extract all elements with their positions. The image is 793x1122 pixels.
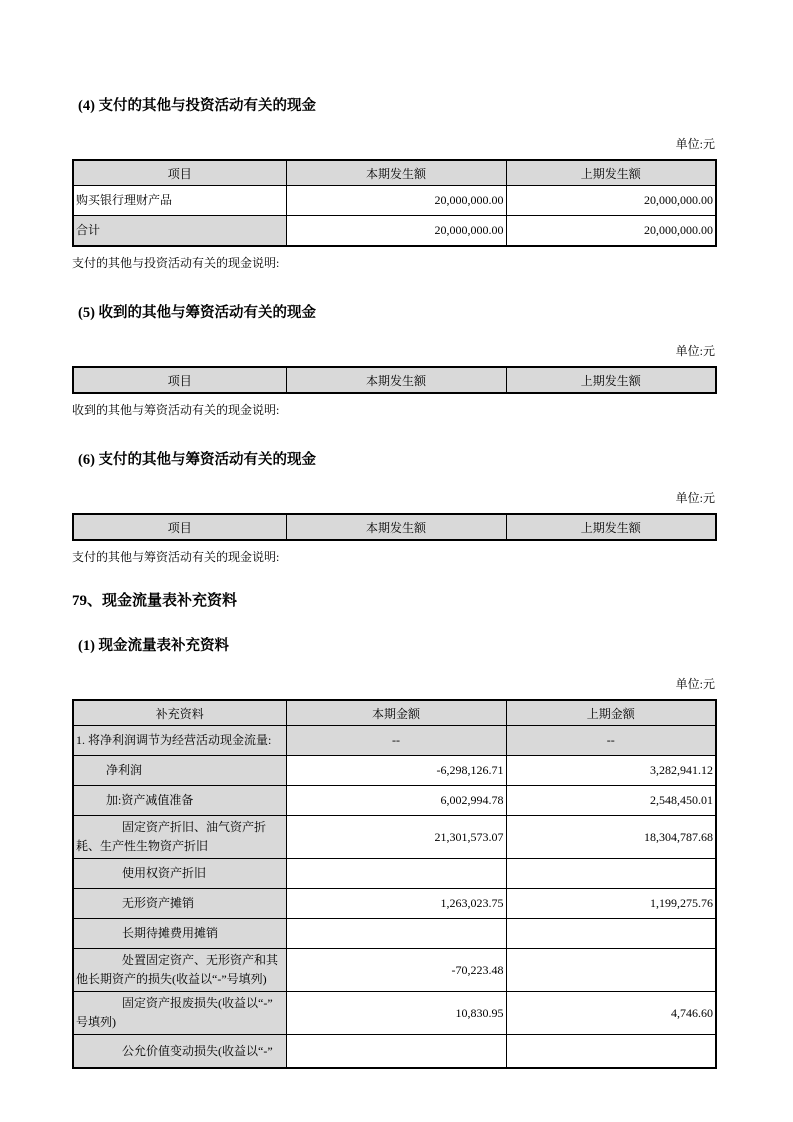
table-header-row bbox=[73, 700, 716, 726]
cash-flow-supplementary-table bbox=[72, 699, 717, 1069]
prior-amount-cell: -- bbox=[506, 726, 716, 756]
unit-label: 单位:元 bbox=[675, 677, 715, 691]
column-header-item: 项目 bbox=[73, 367, 286, 393]
column-header-supplementary-info: 补充资料 bbox=[73, 700, 286, 726]
prior-amount-cell bbox=[506, 949, 716, 992]
label-cell: 固定资产折旧、油气资产折耗、生产性生物资产折旧 bbox=[73, 816, 286, 859]
label-cell: 公允价值变动损失(收益以“-” bbox=[73, 1035, 286, 1069]
current-amount-cell: -- bbox=[286, 726, 506, 756]
label-cell: 长期待摊费用摊销 bbox=[73, 919, 286, 949]
prior-amount-cell: 20,000,000.00 bbox=[506, 186, 716, 216]
prior-amount-cell: 3,282,941.12 bbox=[506, 756, 716, 786]
current-amount-cell: 10,830.95 bbox=[286, 992, 506, 1035]
section-heading-79: 79、现金流量表补充资料 bbox=[72, 593, 238, 609]
unit-label: 单位:元 bbox=[675, 491, 715, 505]
other-investing-cash-paid-table bbox=[72, 159, 717, 247]
current-amount-cell: 20,000,000.00 bbox=[286, 186, 506, 216]
current-amount-cell: 6,002,994.78 bbox=[286, 786, 506, 816]
table-header-row bbox=[73, 514, 716, 540]
table-row bbox=[73, 949, 716, 992]
table-row bbox=[73, 186, 716, 216]
table-row bbox=[73, 889, 716, 919]
table-row bbox=[73, 786, 716, 816]
column-header-prior-period: 上期发生额 bbox=[506, 160, 716, 186]
table-row bbox=[73, 756, 716, 786]
column-header-current-period: 本期发生额 bbox=[286, 160, 506, 186]
current-amount-cell: -70,223.48 bbox=[286, 949, 506, 992]
prior-amount-cell: 2,548,450.01 bbox=[506, 786, 716, 816]
unit-label: 单位:元 bbox=[675, 344, 715, 358]
current-amount-cell bbox=[286, 919, 506, 949]
column-header-prior-period: 上期发生额 bbox=[506, 514, 716, 540]
label-cell: 合计 bbox=[73, 216, 286, 247]
current-amount-cell: 20,000,000.00 bbox=[286, 216, 506, 247]
section-heading-5: (5) 收到的其他与筹资活动有关的现金 bbox=[78, 305, 317, 321]
category-row bbox=[73, 726, 716, 756]
table-row bbox=[73, 992, 716, 1035]
section-heading-79-1: (1) 现金流量表补充资料 bbox=[78, 638, 230, 654]
section-heading-4: (4) 支付的其他与投资活动有关的现金 bbox=[78, 98, 317, 114]
table-row bbox=[73, 919, 716, 949]
section-heading-6: (6) 支付的其他与筹资活动有关的现金 bbox=[78, 452, 317, 468]
label-cell: 加:资产减值准备 bbox=[73, 786, 286, 816]
column-header-current-period: 本期发生额 bbox=[286, 514, 506, 540]
table-row bbox=[73, 816, 716, 859]
label-cell: 净利润 bbox=[73, 756, 286, 786]
section-note-5: 收到的其他与筹资活动有关的现金说明: bbox=[72, 403, 280, 417]
prior-amount-cell bbox=[506, 859, 716, 889]
table-row bbox=[73, 859, 716, 889]
current-amount-cell: 21,301,573.07 bbox=[286, 816, 506, 859]
label-cell: 处置固定资产、无形资产和其他长期资产的损失(收益以“-”号填列) bbox=[73, 949, 286, 992]
prior-amount-cell: 20,000,000.00 bbox=[506, 216, 716, 247]
current-amount-cell: -6,298,126.71 bbox=[286, 756, 506, 786]
prior-amount-cell bbox=[506, 919, 716, 949]
prior-amount-cell: 4,746.60 bbox=[506, 992, 716, 1035]
column-header-item: 项目 bbox=[73, 160, 286, 186]
prior-amount-cell: 18,304,787.68 bbox=[506, 816, 716, 859]
label-cell: 无形资产摊销 bbox=[73, 889, 286, 919]
section-note-6: 支付的其他与筹资活动有关的现金说明: bbox=[72, 550, 280, 564]
unit-label: 单位:元 bbox=[675, 137, 715, 151]
table-header-row bbox=[73, 367, 716, 393]
prior-amount-cell: 1,199,275.76 bbox=[506, 889, 716, 919]
label-cell: 使用权资产折旧 bbox=[73, 859, 286, 889]
label-cell: 1. 将净利润调节为经营活动现金流量: bbox=[73, 726, 286, 756]
other-financing-cash-received-table bbox=[72, 366, 717, 394]
other-financing-cash-paid-table bbox=[72, 513, 717, 541]
table-total-row bbox=[73, 216, 716, 247]
column-header-prior-amount: 上期金额 bbox=[506, 700, 716, 726]
column-header-current-amount: 本期金额 bbox=[286, 700, 506, 726]
current-amount-cell bbox=[286, 859, 506, 889]
prior-amount-cell bbox=[506, 1035, 716, 1069]
current-amount-cell bbox=[286, 1035, 506, 1069]
section-note-4: 支付的其他与投资活动有关的现金说明: bbox=[72, 256, 280, 270]
column-header-item: 项目 bbox=[73, 514, 286, 540]
table-header-row bbox=[73, 160, 716, 186]
label-cell: 固定资产报废损失(收益以“-”号填列) bbox=[73, 992, 286, 1035]
column-header-current-period: 本期发生额 bbox=[286, 367, 506, 393]
current-amount-cell: 1,263,023.75 bbox=[286, 889, 506, 919]
table-row bbox=[73, 1035, 716, 1069]
column-header-prior-period: 上期发生额 bbox=[506, 367, 716, 393]
label-cell: 购买银行理财产品 bbox=[73, 186, 286, 216]
